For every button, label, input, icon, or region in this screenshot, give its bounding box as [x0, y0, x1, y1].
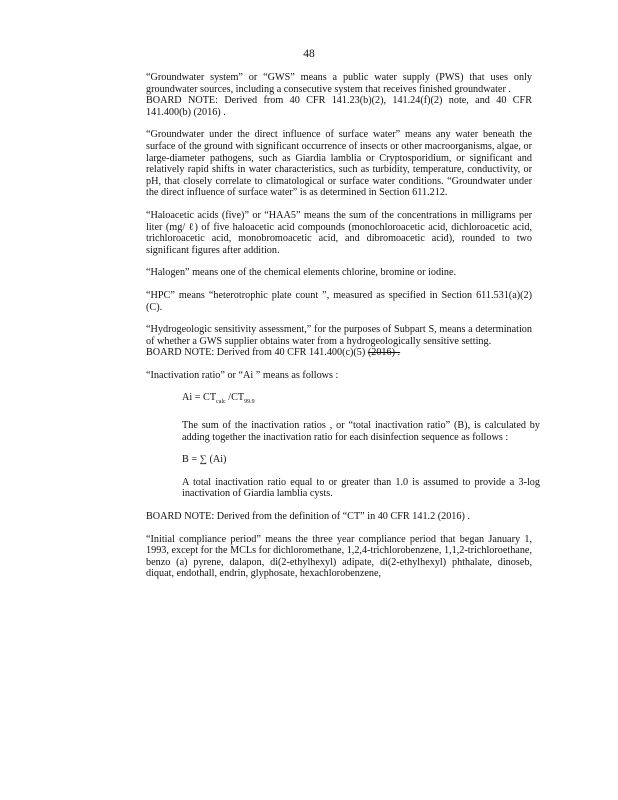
definition-halogen: “Halogen” means one of the chemical elements chlorine, bromine or iodine.	[146, 267, 457, 279]
page-number: 48	[303, 48, 315, 60]
total-inactivation-text: The sum of the inactivation ratios , or “total inactivation ratio” (B), is calculated by adding together the inactivation ratio for each disinfection sequence as follows :	[182, 420, 540, 443]
ai-formula-sub-999: 99.9	[244, 399, 255, 406]
board-note-hsa-text: BOARD NOTE: Derived from 40 CFR 141.400(c)(5)	[146, 347, 368, 359]
board-note-gws: BOARD NOTE: Derived from 40 CFR 141.23(b)(2), 141.24(f)(2) note, and 40 CFR 141.400(b) (2016) .	[146, 95, 532, 118]
definition-gws: “Groundwater system” or “GWS” means a public water supply (PWS) that uses only groundwater sources, including a consecutive system that receives finished groundwater .	[146, 72, 532, 95]
definition-gwudi: “Groundwater under the direct influence of surface water” means any water beneath the surface of the ground with significant occurrence of insects or other macroorganisms, algae, or large-diameter pathogens, such as Giardia lamblia or Cryptosporidium, or significant and relatively rapid shifts in water characteristics, such as turbidity, temperature, conductivity, or pH, that closely correlate to climatological or surface water conditions. “Groundwater under the direct influence of surface water” is as determined in Section 611.212.	[146, 129, 532, 199]
board-note-hsa	[146, 347, 532, 359]
definition-hsa: “Hydrogeologic sensitivity assessment,” for the purposes of Subpart S, means a determination of whether a GWS supplier obtains water from a hydrogeologically sensitive setting.	[146, 324, 532, 347]
ai-formula-lhs: Ai = CT	[182, 392, 217, 404]
ai-formula-mid: /CT	[225, 392, 245, 404]
definition-hpc: “HPC” means “heterotrophic plate count ”, measured as specified in Section 611.531(a)(2)(C).	[146, 289, 532, 313]
definition-initial-compliance: “Initial compliance period” means the three year compliance period that began January 1, 1993, except for the MCLs for dichloromethane, 1,2,4-trichlorobenzene, 1,1,2-trichloroethane, benzo (a) pyrene, dalapon, di(2-ethylhexyl) adipate, di(2-ethylhexyl) phthalate, dinoseb, diquat, endothall, endrin, glyphosate, hexachlorobenzene,	[146, 533, 532, 580]
b-formula: B = ∑ (Ai)	[182, 454, 227, 466]
ai-formula	[182, 392, 532, 409]
definition-inactivation-ratio: “Inactivation ratio” or “Ai ” means as follows :	[146, 369, 339, 381]
page-body	[146, 72, 540, 591]
board-note-ct: BOARD NOTE: Derived from the definition of “CT” in 40 CFR 141.2 (2016) .	[146, 511, 470, 523]
total-ratio-text: A total inactivation ratio equal to or greater than 1.0 is assumed to provide a 3-log inactivation of Giardia lamblia cysts.	[182, 476, 540, 500]
ai-formula-sub-calc: calc	[216, 399, 226, 406]
definition-haa5: “Haloacetic acids (five)” or “HAA5” means the sum of the concentrations in milligrams per liter (mg/ ℓ) of five haloacetic acid compounds (monochloroacetic acid, dichloroacetic acid, trichloroacetic acid, monobromoacetic acid, and dibromoacetic acid), rounded to two significant figures after addition.	[146, 209, 532, 256]
struck-year: (2016) .	[367, 347, 401, 359]
